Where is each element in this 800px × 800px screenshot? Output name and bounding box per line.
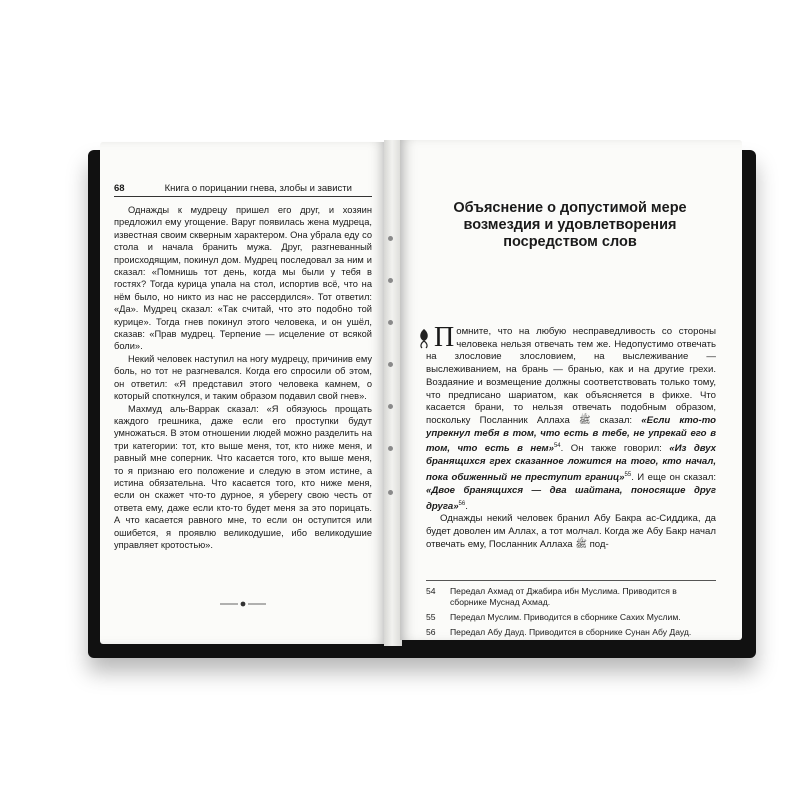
binding-dot: [388, 278, 393, 283]
running-header: [114, 180, 372, 197]
footnote: [426, 627, 716, 638]
paragraph: Однажды к мудрецу пришел его друг, и хозяин предложил ему угощение. Варуг появилась жена мудреца, известная своим скверным характером. Она убрала еду со стола и начала бранить мужа. Друг, разгневанный происходящим, покинул дом. Мудрец последовал за ним и сказал: «Помнишь тот день, когда мы были у тебя в гостях? Тогда курица упала на стол, испортив всё, что на нём было, но никто из нас не рассердился». Тот ответил: «Да». Мудрец сказал: «Так считай, что это подобно той курице». Тогда гнев покинул этого человека, и он ушёл, сказав: «Прав мудрец. Терпение — исцеление от всякой боли».: [114, 205, 372, 352]
left-body-text: [114, 204, 372, 551]
paragraph: Махмуд аль-Варрак сказал: «Я обязуюсь прощать каждого грешника, даже если его проступки будут умножаться. В этом отношении людей можно разделить на три категории: тот, кто выше меня, тот, кто ниже меня, и равный мне соперник. Что касается того, кто выше меня, то я признаю его положение и следую в этом истине, а истина обязательна. Что касается того, кто ниже меня, если он скажет что-то дурное, я уберегу свою честь от ответа ему, даже если кто-то будет меня за это порицать. А что касается равного мне, то если он оступится или ошибется, я проявлю великодушие, ибо великодушие управляет кротостью».: [114, 403, 372, 550]
hadith-quote: «Двое бранящихся — два шайтана, поносящие друг друга»: [426, 484, 716, 512]
drop-cap-letter: П: [434, 322, 455, 353]
footnote-number: 56: [426, 627, 436, 637]
footnote-number: 55: [426, 612, 436, 622]
paragraph: Однажды некий человек бранил Абу Бакра ас-Сиддика, да будет доволен им Аллах, а тот молчал. Когда же Абу Бакр начал отвечать ему, Посланник Аллаха ﷺ под-: [426, 513, 716, 550]
text-run: .: [465, 500, 468, 512]
hadith-quote: «Если кто-то упрекнул тебя в том, что есть в тебе, не упрекай его в том, что есть в нем»: [426, 414, 716, 455]
binding-dot: [388, 404, 393, 409]
footnote-ref[interactable]: 55: [624, 471, 632, 478]
paragraph: Некий человек наступил на ногу мудрецу, причинив ему боль, но тот не разгневался. Когда его спросили об этом, он ответил: «Я представил этого человека камнем, о который споткнулся, и таким образом подавил свой гнев».: [114, 353, 372, 402]
binding-dot: [388, 236, 393, 241]
binding-dot: [388, 362, 393, 367]
footnote: [426, 586, 716, 608]
floral-dropcap-ornament-icon: [416, 327, 432, 349]
paragraph: [426, 322, 717, 513]
footnote-divider: [426, 580, 716, 581]
footnote-text: Передал Абу Дауд. Приводится в сборнике Сунан Абу Дауд.: [450, 627, 692, 637]
footnote: [426, 612, 716, 623]
text-run: . И еще он сказал:: [631, 472, 717, 484]
page-number: 68: [114, 183, 125, 194]
right-body-text: [426, 322, 717, 552]
text-run: омните, что на любую несправедливость со стороны человека нельзя отвечать тем же. Недопустимо отвечать на злословие злословием, на выслеживание — выслеживанием, на брань — бранью, как и на другие грехи. Воздаяние и возмещение должны соответствовать только тому, что предписано шариатом, как объясняется в фикхе. Что касается брани, то нельзя отвечать подобным образом, поскольку Посланник Аллаха ﷺ сказал:: [426, 326, 716, 426]
right-page: [400, 140, 742, 640]
section-heading: Объяснение о допустимой мере возмездия и удовлетворения посредством слов: [453, 200, 687, 250]
divider-ornament-icon: [218, 600, 268, 608]
footnote-ref[interactable]: 56: [458, 500, 466, 507]
text-run: . Он также говорил:: [560, 443, 670, 455]
binding-dot: [388, 446, 393, 451]
footnote-text: Передал Муслим. Приводится в сборнике Сахих Муслим.: [450, 612, 681, 622]
left-page: [100, 142, 386, 644]
running-head-title: Книга о порицании гнева, злобы и зависти: [164, 183, 352, 194]
footnote-ref[interactable]: 54: [553, 443, 561, 450]
binding-dot: [388, 490, 393, 495]
binding-dot: [388, 320, 393, 325]
footnote-number: 54: [426, 586, 436, 596]
footnote-text: Передал Ахмад от Джабира ибн Муслима. Приводится в сборнике Муснад Ахмад.: [450, 586, 677, 607]
hadith-quote: «Из двух бранящихся грех сказанное ложится на того, кто начал, пока обиженный не преступит границ»: [426, 443, 716, 484]
footnotes: [426, 586, 716, 640]
